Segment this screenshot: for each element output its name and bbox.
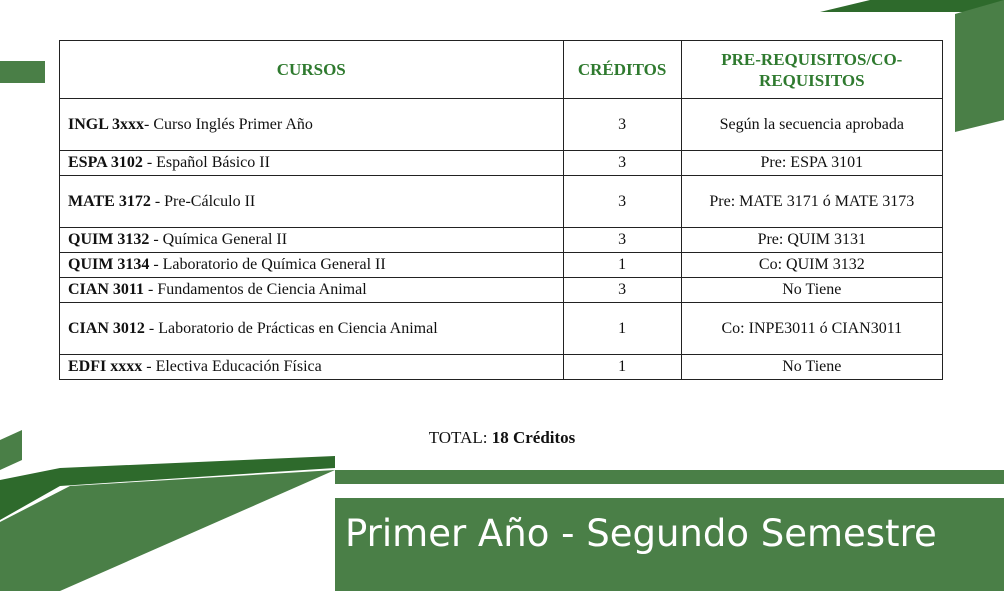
course-cell xyxy=(60,176,564,228)
requisite-cell: Pre: ESPA 3101 xyxy=(681,151,942,176)
course-name: - Laboratorio de Prácticas en Ciencia Animal xyxy=(144,319,438,337)
total-credits xyxy=(0,428,1004,448)
course-code: QUIM 3132 xyxy=(68,231,150,248)
total-value: 18 Créditos xyxy=(491,428,576,447)
header-requisites: PRE-REQUISITOS/CO-REQUISITOS xyxy=(681,41,942,99)
course-cell xyxy=(60,151,564,176)
table-row xyxy=(60,228,943,253)
course-cell xyxy=(60,278,564,303)
table-row xyxy=(60,303,943,355)
course-cell xyxy=(60,303,564,355)
table-row xyxy=(60,253,943,278)
course-name: - Fundamentos de Ciencia Animal xyxy=(144,281,367,298)
course-name: - Química General II xyxy=(149,231,288,248)
table-row xyxy=(60,99,943,151)
credits-cell: 3 xyxy=(563,99,681,151)
left-accent-bar xyxy=(0,61,45,83)
course-name: - Electiva Educación Física xyxy=(142,358,322,375)
header-courses: CURSOS xyxy=(60,41,564,99)
course-code: EDFI xxxx xyxy=(68,358,143,375)
requisite-cell: Pre: QUIM 3131 xyxy=(681,228,942,253)
course-name: - Pre-Cálculo II xyxy=(150,192,256,210)
course-code: INGL 3xxx xyxy=(68,115,145,133)
banner-top-line xyxy=(335,470,1004,484)
credits-cell: 3 xyxy=(563,176,681,228)
requisite-cell: Según la secuencia aprobada xyxy=(681,99,942,151)
table-row xyxy=(60,151,943,176)
course-cell xyxy=(60,253,564,278)
credits-cell: 1 xyxy=(563,355,681,380)
total-label: TOTAL: xyxy=(428,428,492,447)
course-code: ESPA 3102 xyxy=(68,154,143,171)
right-green-block xyxy=(955,0,1004,132)
table-row xyxy=(60,176,943,228)
course-name: - Laboratorio de Química General II xyxy=(149,256,386,273)
requisite-cell: No Tiene xyxy=(681,355,942,380)
course-code: MATE 3172 xyxy=(68,192,151,210)
course-code: CIAN 3011 xyxy=(68,281,145,298)
course-code: CIAN 3012 xyxy=(68,319,145,337)
table-row xyxy=(60,278,943,303)
requisite-cell: No Tiene xyxy=(681,278,942,303)
table-header-row xyxy=(60,41,943,99)
course-code: QUIM 3134 xyxy=(68,256,150,273)
requisite-cell: Co: QUIM 3132 xyxy=(681,253,942,278)
credits-cell: 3 xyxy=(563,228,681,253)
credits-cell: 1 xyxy=(563,303,681,355)
header-credits: CRÉDITOS xyxy=(563,41,681,99)
credits-cell: 3 xyxy=(563,278,681,303)
credits-cell: 3 xyxy=(563,151,681,176)
course-cell xyxy=(60,99,564,151)
banner-title: Primer Año - Segundo Semestre xyxy=(345,512,937,555)
table-row xyxy=(60,355,943,380)
course-name: - Español Básico II xyxy=(142,154,270,171)
requisite-cell: Pre: MATE 3171 ó MATE 3173 xyxy=(681,176,942,228)
requisite-cell: Co: INPE3011 ó CIAN3011 xyxy=(681,303,942,355)
course-cell xyxy=(60,228,564,253)
course-cell xyxy=(60,355,564,380)
credits-cell: 1 xyxy=(563,253,681,278)
courses-table xyxy=(59,40,943,380)
course-name: - Curso Inglés Primer Año xyxy=(144,115,313,133)
